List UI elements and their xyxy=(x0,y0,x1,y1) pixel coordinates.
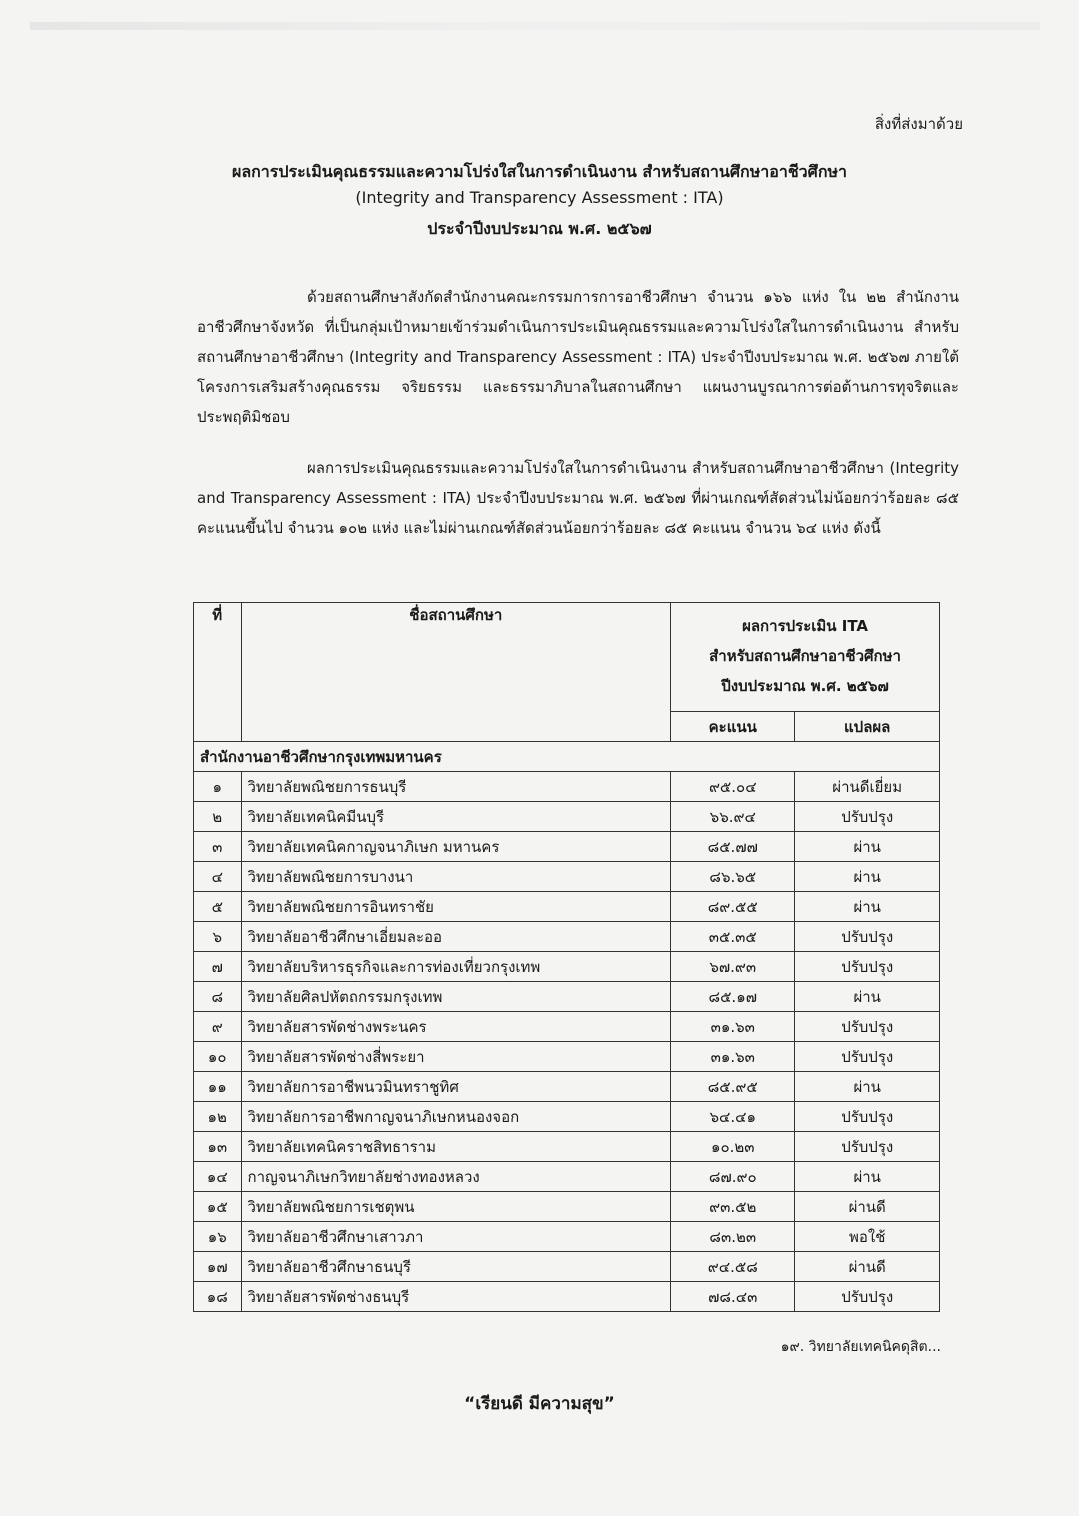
table-row xyxy=(194,1102,940,1132)
score-cell: ๙๓.๕๒ xyxy=(671,1192,795,1222)
table-row xyxy=(194,772,940,802)
score-cell: ๘๕.๙๕ xyxy=(671,1072,795,1102)
result-cell: ผ่านดีเยี่ยม xyxy=(795,772,940,802)
school-name: วิทยาลัยอาชีวศึกษาเอี่ยมละออ xyxy=(241,922,671,952)
region-row: สำนักงานอาชีวศึกษากรุงเทพมหานคร xyxy=(194,742,940,772)
attachment-note: สิ่งที่ส่งมาด้วย xyxy=(874,115,963,133)
row-number: ๑๐ xyxy=(194,1042,242,1072)
table-row xyxy=(194,862,940,892)
table-row xyxy=(194,922,940,952)
ita-results-table xyxy=(193,602,940,1312)
score-cell: ๘๙.๕๕ xyxy=(671,892,795,922)
paragraph-1-text: ด้วยสถานศึกษาสังกัดสำนักงานคณะกรรมการการอาชีวศึกษา จำนวน ๑๖๖ แห่ง ใน ๒๒ สำนักงานอาชีวศึกษาจังหวัด ที่เป็นกลุ่มเป้าหมายเข้าร่วมดำเนินการประเมินคุณธรรมและความโปร่งใสในการดำเนินงาน สำหรับสถานศึกษาอาชีวศึกษา (Integrity and Transparency Assessment : ITA) ประจำปีงบประมาณ พ.ศ. ๒๕๖๗ ภายใต้โครงการเสริมสร้างคุณธรรม จริยธรรม และธรรมาภิบาลในสถานศึกษา แผนงานบูรณาการต่อต้านการทุจริตและประพฤติมิชอบ xyxy=(197,288,959,426)
header-result: แปลผล xyxy=(795,712,940,742)
result-cell: ผ่าน xyxy=(795,1162,940,1192)
result-cell: ผ่าน xyxy=(795,892,940,922)
row-number: ๖ xyxy=(194,922,242,952)
result-cell: ผ่าน xyxy=(795,1072,940,1102)
score-cell: ๑๐.๒๓ xyxy=(671,1132,795,1162)
table-row xyxy=(194,892,940,922)
score-cell: ๙๔.๕๘ xyxy=(671,1252,795,1282)
table-row xyxy=(194,1192,940,1222)
result-cell: ปรับปรุง xyxy=(795,802,940,832)
result-cell: ปรับปรุง xyxy=(795,922,940,952)
score-cell: ๘๖.๖๕ xyxy=(671,862,795,892)
row-number: ๙ xyxy=(194,1012,242,1042)
school-name: วิทยาลัยสารพัดช่างพระนคร xyxy=(241,1012,671,1042)
score-cell: ๙๕.๐๔ xyxy=(671,772,795,802)
school-name: วิทยาลัยบริหารธุรกิจและการท่องเที่ยวกรุงเทพ xyxy=(241,952,671,982)
school-name: วิทยาลัยเทคนิคกาญจนาภิเษก มหานคร xyxy=(241,832,671,862)
row-number: ๑๒ xyxy=(194,1102,242,1132)
row-number: ๑๓ xyxy=(194,1132,242,1162)
school-name: วิทยาลัยศิลปหัตถกรรมกรุงเทพ xyxy=(241,982,671,1012)
header-eval-line-2: สำหรับสถานศึกษาอาชีวศึกษา xyxy=(709,647,901,665)
row-number: ๓ xyxy=(194,832,242,862)
table-row xyxy=(194,802,940,832)
row-number: ๑๕ xyxy=(194,1192,242,1222)
result-cell: ปรับปรุง xyxy=(795,1282,940,1312)
table-row xyxy=(194,1072,940,1102)
school-name: วิทยาลัยเทคนิคราชสิทธาราม xyxy=(241,1132,671,1162)
header-eval-line-1: ผลการประเมิน ITA xyxy=(742,617,869,635)
school-name: วิทยาลัยพณิชยการธนบุรี xyxy=(241,772,671,802)
score-cell: ๘๕.๗๗ xyxy=(671,832,795,862)
row-number: ๕ xyxy=(194,892,242,922)
school-name: วิทยาลัยพณิชยการเชตุพน xyxy=(241,1192,671,1222)
school-name: วิทยาลัยพณิชยการอินทราชัย xyxy=(241,892,671,922)
result-cell: ผ่านดี xyxy=(795,1252,940,1282)
table-row xyxy=(194,982,940,1012)
result-cell: ปรับปรุง xyxy=(795,1132,940,1162)
score-cell: ๖๖.๙๔ xyxy=(671,802,795,832)
paragraph-1 xyxy=(197,282,959,432)
score-cell: ๓๕.๓๕ xyxy=(671,922,795,952)
school-name: วิทยาลัยการอาชีพกาญจนาภิเษกหนองจอก xyxy=(241,1102,671,1132)
table-row xyxy=(194,1132,940,1162)
result-cell: ผ่าน xyxy=(795,982,940,1012)
table-row xyxy=(194,1162,940,1192)
result-cell: ปรับปรุง xyxy=(795,1102,940,1132)
result-cell: พอใช้ xyxy=(795,1222,940,1252)
score-cell: ๖๗.๙๓ xyxy=(671,952,795,982)
header-score: คะแนน xyxy=(671,712,795,742)
row-number: ๑ xyxy=(194,772,242,802)
table-row xyxy=(194,832,940,862)
result-cell: ปรับปรุง xyxy=(795,952,940,982)
table-row xyxy=(194,1042,940,1072)
school-name: กาญจนาภิเษกวิทยาลัยช่างทองหลวง xyxy=(241,1162,671,1192)
row-number: ๗ xyxy=(194,952,242,982)
row-number: ๘ xyxy=(194,982,242,1012)
school-name: วิทยาลัยอาชีวศึกษาเสาวภา xyxy=(241,1222,671,1252)
row-number: ๑๔ xyxy=(194,1162,242,1192)
school-name: วิทยาลัยสารพัดช่างธนบุรี xyxy=(241,1282,671,1312)
result-cell: ปรับปรุง xyxy=(795,1012,940,1042)
header-name: ชื่อสถานศึกษา xyxy=(241,603,671,742)
paragraph-2-text: ผลการประเมินคุณธรรมและความโปร่งใสในการดำเนินงาน สำหรับสถานศึกษาอาชีวศึกษา (Integrity and Transparency Assessment : ITA) ประจำปีงบประมาณ พ.ศ. ๒๕๖๗ ที่ผ่านเกณฑ์สัดส่วนไม่น้อยกว่าร้อยละ ๘๕ คะแนนขึ้นไป จำนวน ๑๐๒ แห่ง และไม่ผ่านเกณฑ์สัดส่วนน้อยกว่าร้อยละ ๘๕ คะแนน จำนวน ๖๔ แห่ง ดังนี้ xyxy=(197,459,959,537)
result-cell: ผ่านดี xyxy=(795,1192,940,1222)
score-cell: ๓๑.๖๓ xyxy=(671,1042,795,1072)
header-no: ที่ xyxy=(194,603,242,742)
title-line-3: ประจำปีงบประมาณ พ.ศ. ๒๕๖๗ xyxy=(427,219,652,238)
row-number: ๑๗ xyxy=(194,1252,242,1282)
school-name: วิทยาลัยพณิชยการบางนา xyxy=(241,862,671,892)
score-cell: ๘๕.๑๗ xyxy=(671,982,795,1012)
result-cell: ผ่าน xyxy=(795,862,940,892)
result-cell: ปรับปรุง xyxy=(795,1042,940,1072)
score-cell: ๘๗.๙๐ xyxy=(671,1162,795,1192)
header-eval-line-3: ปีงบประมาณ พ.ศ. ๒๕๖๗ xyxy=(721,677,889,695)
table-row xyxy=(194,1012,940,1042)
motto: “เรียนดี มีความสุข” xyxy=(464,1394,615,1414)
table-row xyxy=(194,952,940,982)
row-number: ๒ xyxy=(194,802,242,832)
school-name: วิทยาลัยการอาชีพนวมินทราชูทิศ xyxy=(241,1072,671,1102)
row-number: ๑๘ xyxy=(194,1282,242,1312)
score-cell: ๗๘.๔๓ xyxy=(671,1282,795,1312)
row-number: ๔ xyxy=(194,862,242,892)
result-cell: ผ่าน xyxy=(795,832,940,862)
school-name: วิทยาลัยเทคนิคมีนบุรี xyxy=(241,802,671,832)
school-name: วิทยาลัยอาชีวศึกษาธนบุรี xyxy=(241,1252,671,1282)
scan-edge xyxy=(30,22,1040,30)
score-cell: ๓๑.๖๓ xyxy=(671,1012,795,1042)
paragraph-2 xyxy=(197,453,959,543)
school-name: วิทยาลัยสารพัดช่างสี่พระยา xyxy=(241,1042,671,1072)
table-row xyxy=(194,1252,940,1282)
row-number: ๑๖ xyxy=(194,1222,242,1252)
table-row xyxy=(194,1222,940,1252)
row-number: ๑๑ xyxy=(194,1072,242,1102)
score-cell: ๘๓.๒๓ xyxy=(671,1222,795,1252)
continuation-note: ๑๙. วิทยาลัยเทคนิคดุสิต... xyxy=(780,1339,941,1355)
title-line-1: ผลการประเมินคุณธรรมและความโปร่งใสในการดำเนินงาน สำหรับสถานศึกษาอาชีวศึกษา xyxy=(231,162,848,181)
table-row xyxy=(194,1282,940,1312)
header-evaluation xyxy=(671,603,940,712)
score-cell: ๖๔.๔๑ xyxy=(671,1102,795,1132)
title-line-2: (Integrity and Transparency Assessment : ITA) xyxy=(355,188,724,207)
